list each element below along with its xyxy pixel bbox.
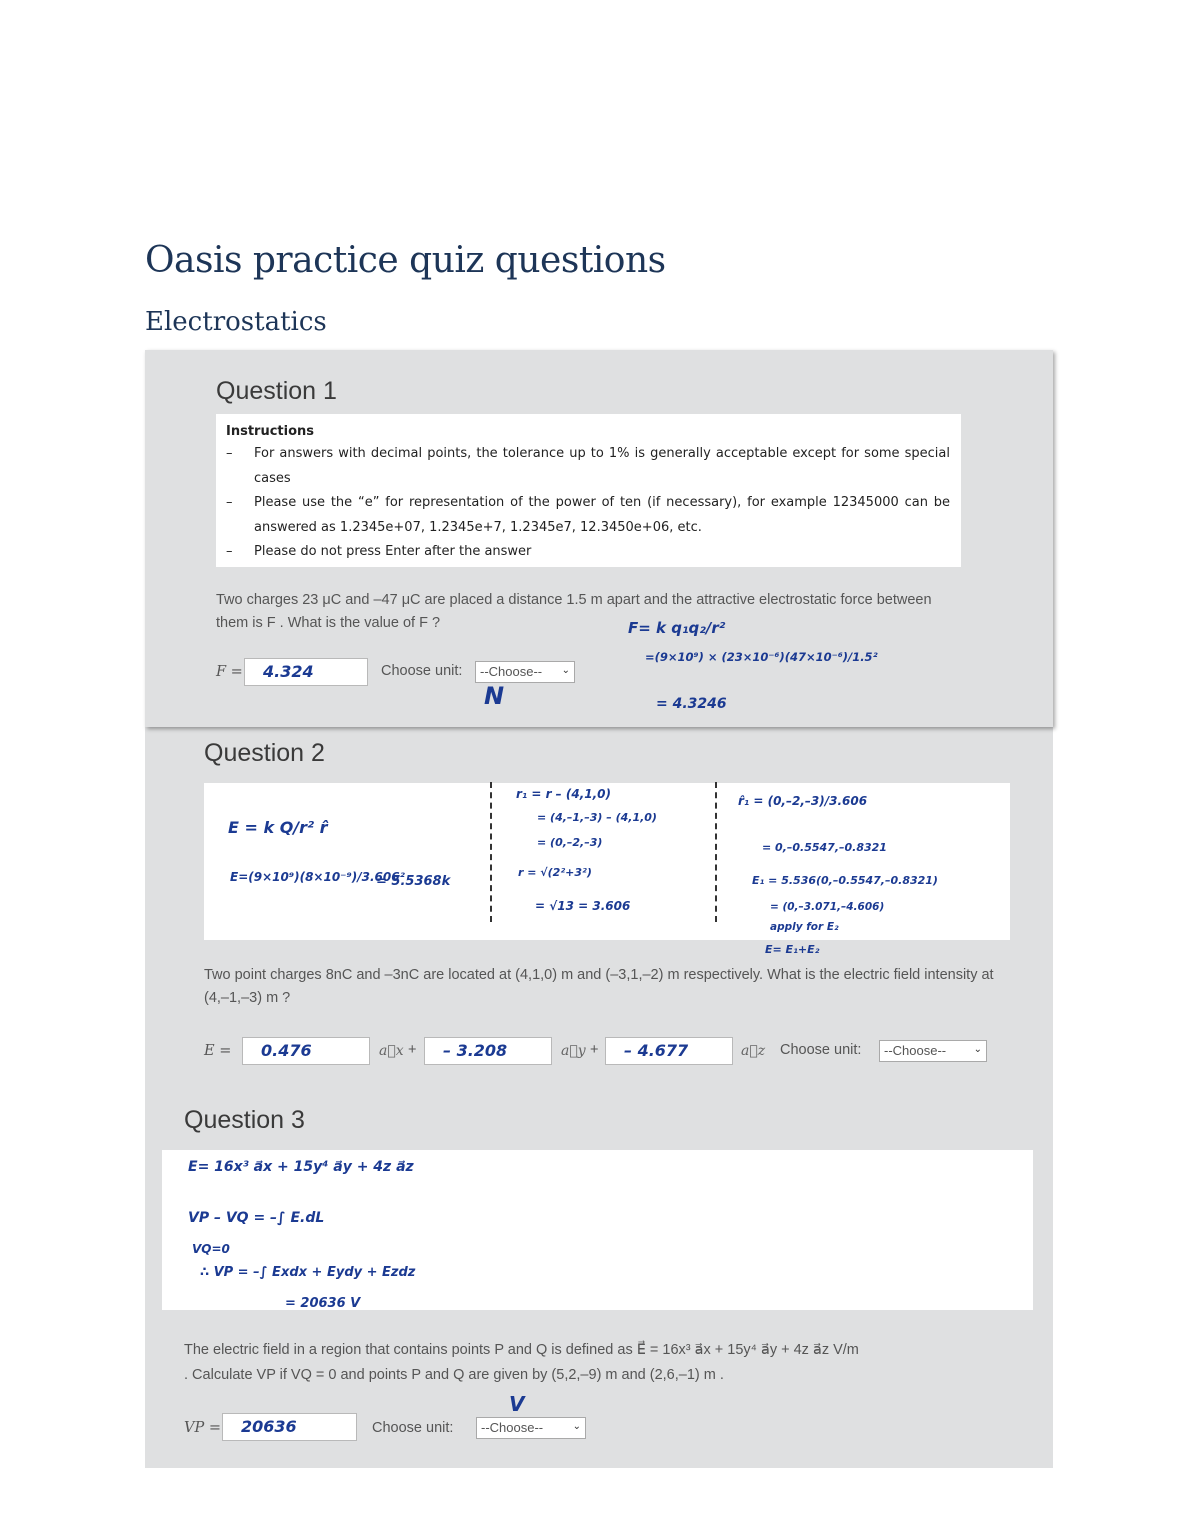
question2-answer-y-input[interactable]: – 3.208 <box>424 1037 552 1065</box>
question1-unit-select[interactable] <box>475 661 575 683</box>
handwritten-work-line: = 4.3246 <box>656 696 727 712</box>
handwritten-work-line: ∴ VP = –∫ Exdx + Eydy + Ezdz <box>200 1265 416 1280</box>
instruction-text: Please do not press Enter after the answer <box>254 544 532 559</box>
handwritten-work-line: r̂₁ = (0,–2,–3)/3.606 <box>738 794 868 808</box>
question2-answer-z-input[interactable]: – 4.677 <box>605 1037 733 1065</box>
plus-sign: + <box>590 1042 599 1058</box>
handwritten-work-line: = (0,–3.071,–4.606) <box>770 901 885 913</box>
question3-text-line2: . Calculate VP if VQ = 0 and points P and Q are given by (5,2,–9) m and (2,6,–1) m . <box>184 1367 724 1383</box>
question2-text: Two point charges 8nC and –3nC are located at (4,1,0) m and (–3,1,–2) m respectively. What is the electric field intensity at (4,–1,–3) m ? <box>204 967 994 1006</box>
handwritten-work-line: = (4,–1,–3) – (4,1,0) <box>537 811 657 824</box>
document-title: Oasis practice quiz questions <box>145 240 666 281</box>
plus-sign: + <box>408 1042 417 1058</box>
question2-handwritten-notes <box>204 783 1010 940</box>
question3-unit-select[interactable] <box>476 1417 586 1439</box>
select-value: --Choose-- <box>884 1043 947 1058</box>
handwritten-work-line: = 5.5368k <box>376 874 451 889</box>
handwritten-work-line: E= E₁+E₂ <box>765 943 820 956</box>
instructions-heading: Instructions <box>226 424 315 439</box>
question2-input-label: E = <box>204 1043 232 1059</box>
question3-text-line1: The electric field in a region that contains points P and Q is defined as E⃗ = 16x³ a⃗x + 15y⁴ a⃗y + 4z a⃗z V/m <box>184 1342 859 1358</box>
question1-handwritten-unit: N <box>484 682 505 710</box>
select-value: --Choose-- <box>480 664 543 679</box>
unit-vector-y: a⃗y <box>561 1043 586 1059</box>
instruction-text: For answers with decimal points, the tolerance up to 1% is generally acceptable except for some special cases <box>254 446 950 486</box>
question3-heading: Question 3 <box>184 1106 305 1134</box>
question1-heading: Question 1 <box>216 377 337 405</box>
handwritten-work-line: E₁ = 5.536(0,–0.5547,–0.8321) <box>752 874 938 887</box>
handwritten-work-line: apply for E₂ <box>770 921 839 933</box>
question3-handwritten-unit: V <box>509 1392 525 1416</box>
select-value: --Choose-- <box>481 1420 544 1435</box>
handwritten-work-line: VP – VQ = –∫ E.dL <box>188 1210 325 1226</box>
instructions-box <box>216 414 961 567</box>
handwritten-work-line: VQ=0 <box>192 1242 230 1256</box>
handwritten-work-line: r = √(2²+3²) <box>518 866 592 879</box>
question3-unit-label: Choose unit: <box>372 1420 454 1436</box>
question2-unit-label: Choose unit: <box>780 1042 862 1058</box>
handwritten-work-line: = 0,–0.5547,–0.8321 <box>762 841 887 854</box>
document-subtitle: Electrostatics <box>145 307 327 337</box>
question1-unit-label: Choose unit: <box>381 663 463 679</box>
handwritten-work-line: =(9×10⁹) × (23×10⁻⁶)(47×10⁻⁶)/1.5² <box>645 650 878 664</box>
handwritten-work-line: = 20636 V <box>285 1296 361 1311</box>
bullet-dash: – <box>226 495 233 510</box>
handwritten-work-line: E=(9×10⁹)(8×10⁻⁹)/3.606² <box>230 870 405 884</box>
chevron-down-icon: ⌄ <box>973 1044 982 1055</box>
question3-answer-input[interactable]: 20636 <box>222 1413 357 1441</box>
bullet-dash: – <box>226 446 233 461</box>
handwritten-work-line: F= k q₁q₂/r² <box>628 619 726 637</box>
question3-input-label: VP = <box>184 1420 221 1436</box>
question2-answer-x-input[interactable]: 0.476 <box>242 1037 370 1065</box>
bullet-dash: – <box>226 544 233 559</box>
divider <box>715 782 717 922</box>
chevron-down-icon: ⌄ <box>561 665 570 676</box>
handwritten-work-line: = (0,–2,–3) <box>537 836 603 849</box>
handwritten-work-line: E = k Q/r² r̂ <box>228 818 328 837</box>
question1-answer-input[interactable]: 4.324 <box>244 658 368 686</box>
handwritten-work-line: E= 16x³ a⃗x + 15y⁴ a⃗y + 4z a⃗z <box>188 1159 414 1175</box>
handwritten-work-line: = √13 = 3.606 <box>535 899 631 913</box>
unit-vector-z: a⃗z <box>741 1043 766 1059</box>
question1-text: Two charges 23 μC and –47 μC are placed a distance 1.5 m apart and the attractive electrostatic force between them is F . What is the value of F ? <box>216 592 932 631</box>
question2-unit-select[interactable] <box>879 1040 987 1062</box>
instruction-text: Please use the “e” for representation of the power of ten (if necessary), for example 12345000 can be answered as 1.2345e+07, 1.2345e+7, 1.2345e7, 12.3450e+06, etc. <box>254 495 950 535</box>
chevron-down-icon: ⌄ <box>572 1421 581 1432</box>
unit-vector-x: a⃗x <box>379 1043 404 1059</box>
question1-input-label: F = <box>216 664 243 680</box>
handwritten-work-line: r₁ = r – (4,1,0) <box>516 787 611 801</box>
question2-heading: Question 2 <box>204 739 325 767</box>
divider <box>490 782 492 922</box>
